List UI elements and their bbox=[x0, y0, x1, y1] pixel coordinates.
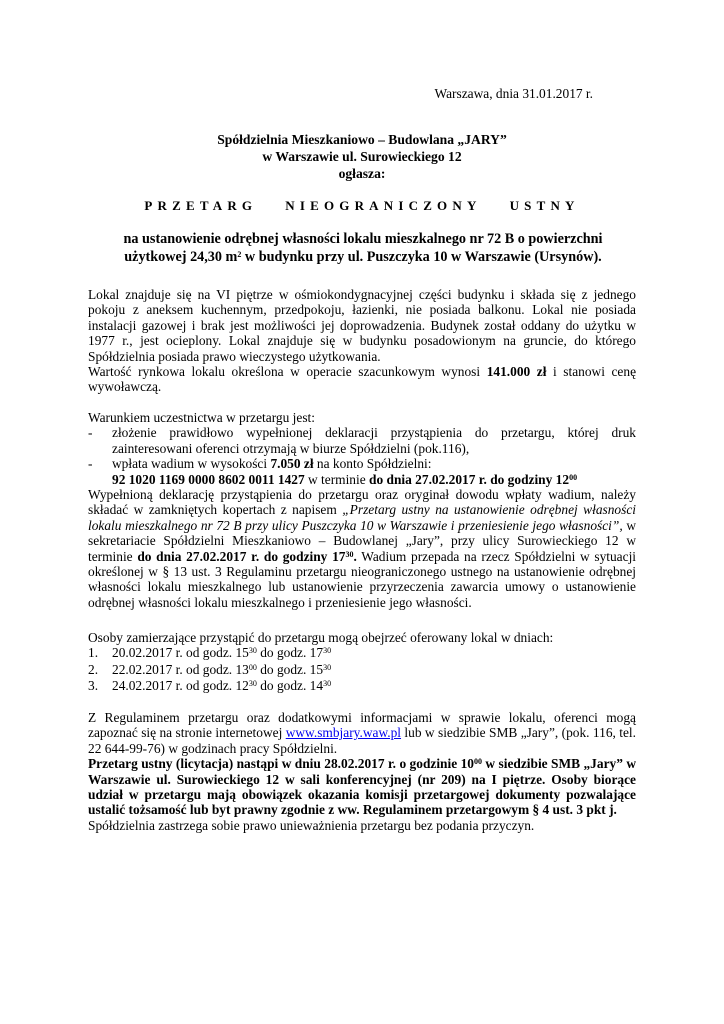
viewing-date-item: 3. 24.02.2017 r. od godz. $12^{30}$ do godz. $14^{30}$ bbox=[88, 678, 332, 694]
tender-title bbox=[0, 198, 724, 214]
deposit-amount: 7.050 zł bbox=[270, 456, 314, 472]
tender-title-word: USTNY bbox=[509, 198, 580, 213]
dash-bullet: - bbox=[88, 456, 93, 472]
condition-item-deposit: - wpłata wadium w wysokości 7.050 zł na konto Spółdzielni: bbox=[88, 456, 432, 472]
tender-subject bbox=[108, 230, 618, 266]
additional-info bbox=[88, 710, 636, 833]
submission-paragraph: Wypełnioną deklarację przystąpienia do przetargu oraz oryginał dowodu wpłaty wadium, należy składać w zamkniętych kopertach z napisem „Przetarg ustny na ustanowienie odrębnej własności lokalu mieszkalnego nr 72 B przy ulicy Puszczyka 10 w Warszawie i przeniesienie jego własności”, w sekretariacie Spółdzielni Mieszkaniowo – Budowlanej „Jary”, przy ulicy Surowieckiego 12 w terminie do dnia 27.02.2017 r. do godziny $17^{30}$. Wadium przepada na rzecz Spółdzielni w sytuacji określonej w § 13 ust. 3 Regulaminu przetargu nieograniczonego ustnego na ustanowienie odrębnej własności lokalu mieszkalnego lub ustanowienie przyrzeczenia zawarcia umowy o ustanowienie odrębnej własności lokalu mieszkalnego i przeniesienie jego własności. bbox=[88, 487, 637, 610]
viewing-date-item: 1. 20.02.2017 r. od godz. $15^{30}$ do godz. $17^{30}$ bbox=[88, 645, 332, 661]
market-value: 141.000 zł bbox=[486, 364, 547, 380]
subject-line-1: na ustanowienie odrębnej własności lokalu mieszkalnego nr 72 B o powierzchni bbox=[123, 231, 603, 247]
bank-account-number: 92 1020 1169 0000 8602 0011 1427 bbox=[112, 471, 305, 487]
issuer-address: w Warszawie ul. Surowieckiego 12 bbox=[262, 149, 462, 164]
viewing-schedule bbox=[88, 630, 636, 695]
condition-item-declaration: - złożenie prawidłowo wypełnionej deklaracji przystąpienia do przetargu, której druk zainteresowani oferenci otrzymają w biurze Spółdzielni (pok.116), bbox=[88, 425, 636, 456]
issuer-name: Spółdzielnia Mieszkaniowo – Budowlana „JARY” bbox=[217, 132, 507, 147]
document-date: Warszawa, dnia 31.01.2017 r. bbox=[434, 86, 593, 101]
info-paragraph: Z Regulaminem przetargu oraz dodatkowymi informacjami w sprawie lokalu, oferenci mogą zapoznać się na stronie internetowej www.smbjary.waw.pl lub w siedzibie SMB „Jary”, (pok. 116, tel. 22 644-99-76) w godzinach pracy Spółdzielni. bbox=[88, 710, 637, 756]
conditions-intro: Warunkiem uczestnictwa w przetargu jest: bbox=[88, 410, 315, 425]
property-description bbox=[88, 287, 636, 395]
subject-line-2: użytkowej 24,30 $m^2$ w budynku przy ul. Puszczyka 10 w Warszawie (Ursynów). bbox=[124, 249, 602, 265]
submission-deadline: do dnia 27.02.2017 r. do godziny $17^{30}$. bbox=[137, 548, 357, 564]
participation-conditions bbox=[88, 410, 636, 610]
closing-statement: Spółdzielnia zastrzega sobie prawo unieważnienia przetargu bez podania przyczyn. bbox=[88, 817, 535, 833]
bank-account-line: 92 1020 1169 0000 8602 0011 1427 w terminie do dnia 27.02.2017 r. do godziny $12^{00}$ bbox=[112, 471, 578, 487]
tender-title-word: NIEOGRANICZONY bbox=[285, 198, 482, 213]
market-value-paragraph: Wartość rynkowa lokalu określona w operacie szacunkowym wynosi 141.000 zł i stanowi cenę wywoławczą. bbox=[88, 364, 637, 395]
deposit-deadline: do dnia 27.02.2017 r. do godziny $12^{00}$ bbox=[369, 471, 578, 487]
website-link[interactable]: www.smbjary.waw.pl bbox=[285, 725, 402, 741]
auction-paragraph: Przetarg ustny (licytacja) nastąpi w dniu 28.02.2017 r. o godzinie $10^{00}$ w siedzibie SMB „Jary” w Warszawie ul. Surowieckiego 12 w sali konferencyjnej (nr 209) na I piętrze. Osoby biorące udział w przetargu mają obowiązek okazania komisji przetargowej dokumenty pozwalające ustalić tożsamość lub byt prawny zgodnie z ww. Regulaminem przetargowym § 4 ust. 3 pkt j. bbox=[88, 756, 636, 818]
dash-bullet: - bbox=[88, 425, 93, 441]
viewing-intro: Osoby zamierzające przystąpić do przetargu mogą obejrzeć oferowany lokal w dniach: bbox=[88, 630, 554, 645]
envelope-label: „Przetarg ustny na ustanowienie odrębnej własności lokalu mieszkalnego nr 72 B przy ulicy Puszczyka 10 w Warszawie i przeniesienie jego własności”, bbox=[88, 502, 636, 533]
viewing-date-item: 2. 22.02.2017 r. od godz. $13^{00}$ do godz. $15^{30}$ bbox=[88, 661, 332, 677]
tender-title-word: PRZETARG bbox=[144, 198, 258, 213]
announces-label: ogłasza: bbox=[338, 166, 386, 181]
description-paragraph: Lokal znajduje się na VI piętrze w ośmiokondygnacyjnej części budynku i składa się z jednego pokoju z aneksem kuchennym, przedpokoju, łazienki, nie posiada balkonu. Lokal nie posiada instalacji gazowej i brak jest możliwości jej doprowadzenia. Budynek został oddany do użytku w 1977 r., jest ocieplony. Lokal znajduje się w budynku posadowionym na gruncie, do którego Spółdzielnia posiada prawo wieczystego użytkowania. bbox=[88, 287, 636, 364]
